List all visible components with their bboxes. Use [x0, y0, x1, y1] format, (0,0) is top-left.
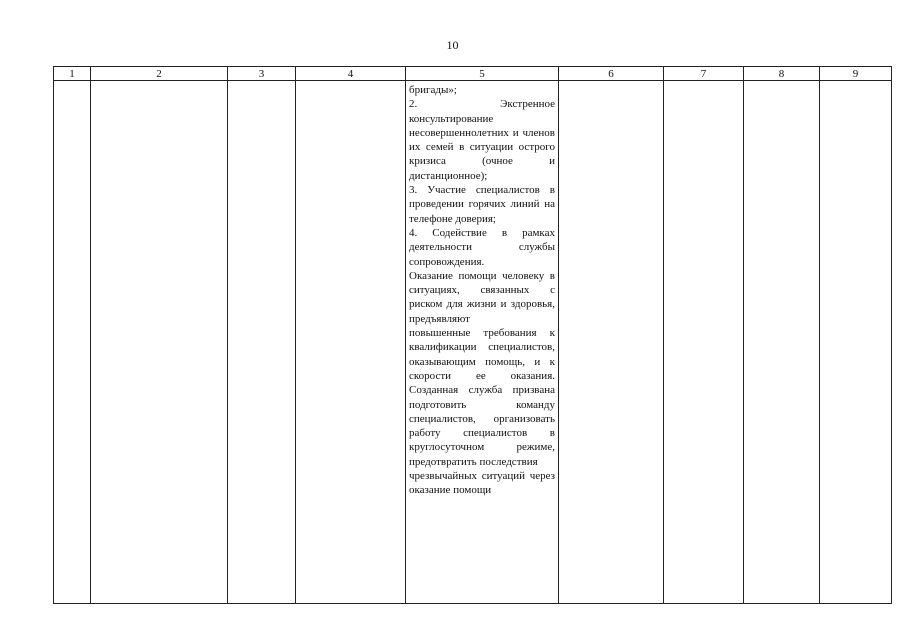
cell-col-8: [744, 81, 820, 604]
column-header-1: 1: [54, 67, 91, 81]
cell-col-1: [54, 81, 91, 604]
paragraph-support-service: 4. Содействие в рамках деятельности службы сопровождения.: [409, 226, 555, 268]
paragraph-hotlines: 3. Участие специалистов в проведении горячих линий на телефоне доверия;: [409, 184, 555, 225]
cell-col-2: [91, 81, 228, 604]
paragraph-brigades: бригады»;: [409, 84, 457, 96]
column-header-3: 3: [228, 67, 296, 81]
column-header-6: 6: [559, 67, 664, 81]
cell-col-4: [296, 81, 406, 604]
cell-col-6: [559, 81, 664, 604]
cell-col-7: [664, 81, 744, 604]
column-header-7: 7: [664, 67, 744, 81]
cell-col-9: [820, 81, 892, 604]
column-header-8: 8: [744, 67, 820, 81]
column-header-4: 4: [296, 67, 406, 81]
column-header-9: 9: [820, 67, 892, 81]
cell-col-5: [406, 81, 559, 604]
paragraph-requirements: повышенные требования к квалификации специалистов, оказывающим помощь, и к скорости ее оказания. Созданная служба призвана подготовить команду специалистов, организовать работу специалистов в круглосуточном режиме, предотвратить последствия: [409, 327, 555, 468]
column-header-2: 2: [91, 67, 228, 81]
header-row: [54, 67, 892, 81]
table-row: [54, 81, 892, 604]
document-table: [53, 66, 892, 604]
column-header-5: 5: [406, 67, 559, 81]
paragraph-emergencies: чрезвычайных ситуаций через оказание помощи: [409, 470, 555, 497]
paragraph-emergency-consulting: 2. Экстренное консультирование несовершеннолетних и членов их семей в ситуации острого кризиса (очное и дистанционное);: [409, 98, 555, 182]
cell-col-3: [228, 81, 296, 604]
paragraph-assistance: Оказание помощи человеку в ситуациях, связанных с риском для жизни и здоровья, предъявляют: [409, 269, 555, 325]
page-number: 10: [446, 38, 459, 52]
